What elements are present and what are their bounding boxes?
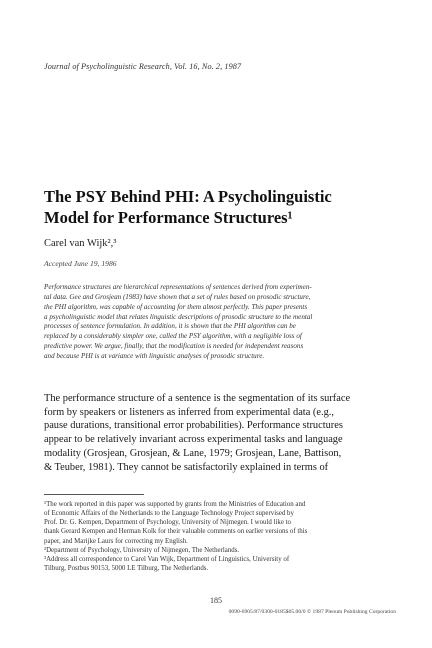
- title-line: The PSY Behind PHI: A Psycholinguistic: [44, 187, 332, 206]
- footnote-line: of Economic Affairs of the Netherlands to the Language Technology Project supervised by: [44, 510, 294, 518]
- journal-citation: Journal of Psycholinguistic Research, Vol. 16, No. 2, 1987: [44, 62, 242, 71]
- footnote-line: Prof. Dr. G. Kempen, Department of Psychology, University of Nijmegen. I would like to: [44, 519, 291, 527]
- body-line: modality (Grosjean, Grosjean, & Lane, 1979; Grosjean, Lane, Battison,: [44, 447, 342, 459]
- page-number: 185: [210, 596, 222, 605]
- footnote-line: thank Gerard Kempen and Herman Kolk for their valuable comments on earlier versions of this: [44, 528, 308, 536]
- abstract-line: and because PHI is at variance with linguistic analyses of prosodic structure.: [44, 351, 265, 360]
- title-line: Model for Performance Structures¹: [44, 208, 293, 227]
- abstract-line: a psycholinguistic model that relates linguistic descriptions of prosodic structure to the mental: [44, 312, 313, 321]
- body-line: The performance structure of a sentence is the segmentation of its surface: [44, 393, 351, 404]
- abstract-line: predictive power. We argue, finally, that the modification is needed for independent reasons: [44, 342, 304, 351]
- body-paragraph: [44, 392, 396, 474]
- copyright-line: 0090-6905/87/0300-0185$05.00/0 © 1987 Plenum Publishing Corporation: [228, 609, 396, 615]
- abstract-line: the PHI algorithm, was capable of accounting for them almost perfectly. This paper presents: [44, 302, 308, 311]
- body-line: & Teuber, 1981). They cannot be satisfactorily explained in terms of: [44, 461, 329, 473]
- footnote-line: ¹The work reported in this paper was supported by grants from the Ministries of Education and: [44, 501, 306, 508]
- footnotes: [44, 500, 394, 573]
- body-line: appear to be relatively invariant across experimental tasks and language: [44, 434, 343, 446]
- footnote-divider: [44, 494, 144, 495]
- footnote-line: ³Address all correspondence to Carel Van Wijk, Department of Linguistics, University of: [44, 555, 290, 563]
- footnote-line: ²Department of Psychology, University of Nijmegen, The Netherlands.: [44, 546, 240, 554]
- abstract-line: processes of sentence formulation. In addition, it is shown that the PHI algorithm can be: [44, 322, 296, 331]
- article-title: [44, 186, 374, 228]
- abstract: [44, 283, 394, 362]
- footnote-line: paper, and Marijke Laurs for correcting my English.: [44, 537, 188, 545]
- abstract-line: tal data. Gee and Grosjean (1983) have shown that a set of rules based on prosodic structure,: [44, 292, 311, 301]
- author-name: Carel van Wijk²,³: [44, 238, 117, 249]
- abstract-line: replaced by a considerably simpler one, called the PSY algorithm, with a negligible loss of: [44, 332, 302, 341]
- abstract-line: Performance structures are hierarchical representations of sentences derived from experimen-: [44, 283, 312, 291]
- body-line: form by speakers or listeners as inferred from experimental data (e.g.,: [44, 406, 334, 418]
- body-line: pause durations, transitional error probabilities). Performance structures: [44, 420, 343, 432]
- accepted-date: Accepted June 19, 1986: [44, 259, 117, 268]
- footnote-line: Tilburg, Postbus 90153, 5000 LE Tilburg, The Netherlands.: [44, 565, 209, 573]
